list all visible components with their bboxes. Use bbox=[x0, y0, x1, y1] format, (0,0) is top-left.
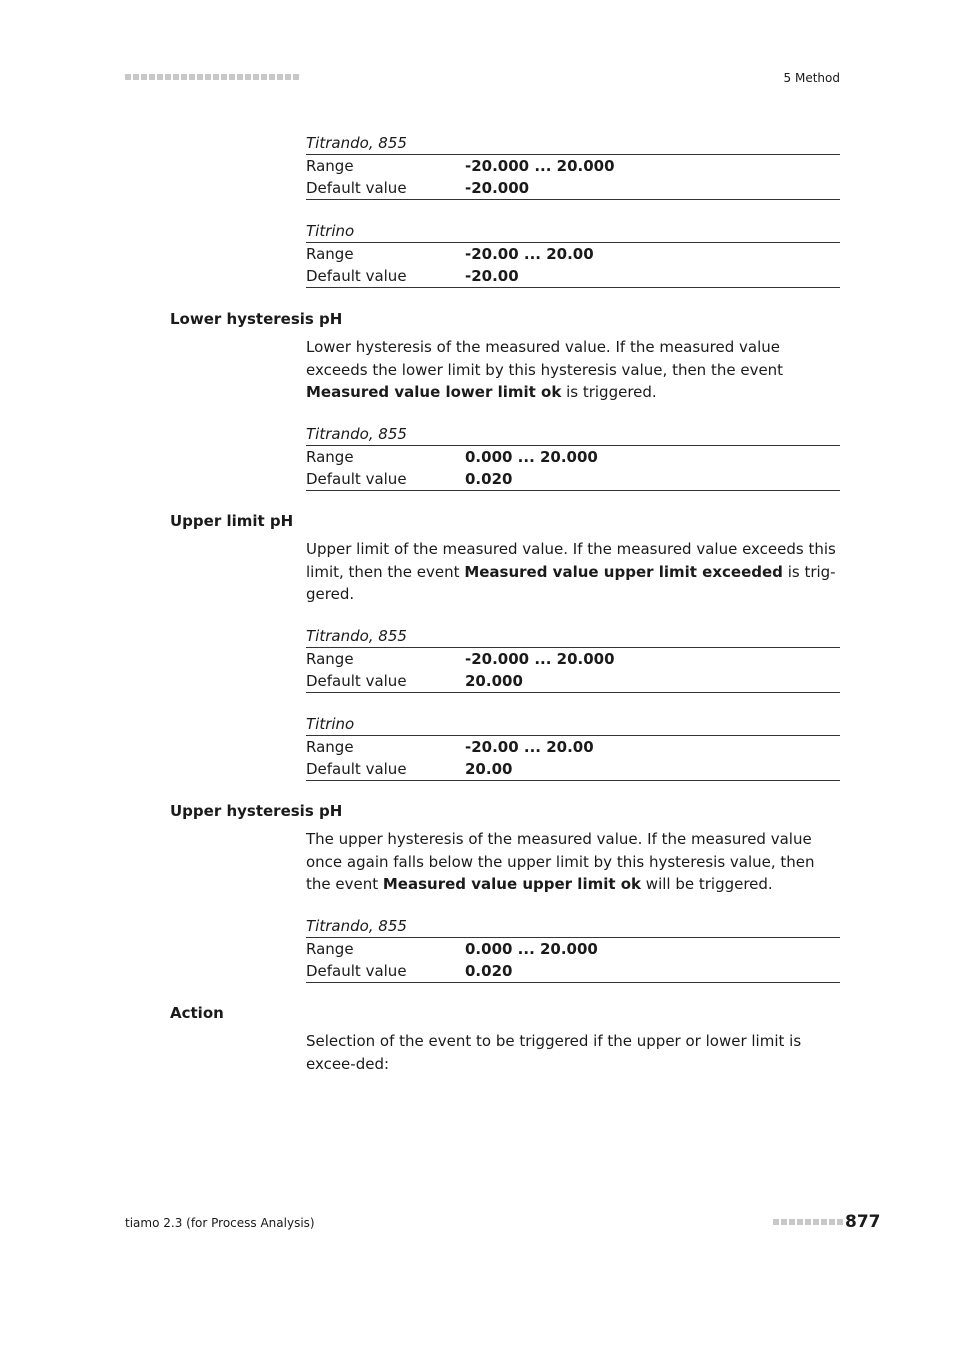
text: Upper limit of the measured value. If the measured value exceeds this limit, then the event bbox=[306, 540, 836, 581]
row-key: Range bbox=[306, 738, 354, 756]
header-decoration bbox=[125, 74, 299, 82]
section-text-lower-hysteresis bbox=[306, 336, 840, 404]
header-section: 5 Method bbox=[783, 71, 840, 85]
footer-product: tiamo 2.3 (for Process Analysis) bbox=[125, 1216, 315, 1230]
table-row bbox=[306, 155, 840, 177]
section-text-upper-limit bbox=[306, 538, 840, 606]
table-caption: Titrino bbox=[306, 713, 840, 736]
row-key: Range bbox=[306, 650, 354, 668]
table-caption: Titrando, 855 bbox=[306, 423, 840, 446]
row-value: -20.000 ... 20.000 bbox=[465, 650, 615, 668]
text: is trig-gered. bbox=[306, 562, 836, 603]
footer-decoration bbox=[773, 1219, 843, 1225]
param-table-titrando-3 bbox=[306, 625, 840, 693]
row-key: Default value bbox=[306, 962, 407, 980]
event-name: Measured value lower limit ok bbox=[306, 383, 562, 401]
row-key: Range bbox=[306, 157, 354, 175]
table-caption: Titrino bbox=[306, 220, 840, 243]
param-table-titrino-2 bbox=[306, 713, 840, 781]
table-row bbox=[306, 468, 840, 491]
row-value: -20.000 bbox=[465, 179, 530, 197]
table-caption: Titrando, 855 bbox=[306, 132, 840, 155]
text: will be triggered. bbox=[641, 875, 773, 893]
row-key: Range bbox=[306, 245, 354, 263]
text: Lower hysteresis of the measured value. If the measured value exceeds the lower limit by this hysteresis value, then the event bbox=[306, 338, 784, 379]
row-value: 0.000 ... 20.000 bbox=[465, 448, 598, 466]
section-title-upper-hysteresis: Upper hysteresis pH bbox=[170, 802, 343, 820]
row-key: Default value bbox=[306, 267, 407, 285]
row-value: 20.000 bbox=[465, 672, 523, 690]
event-name: Measured value upper limit ok bbox=[382, 875, 642, 893]
row-value: 0.020 bbox=[465, 962, 513, 980]
table-row bbox=[306, 670, 840, 693]
table-row bbox=[306, 243, 840, 265]
row-value: -20.000 ... 20.000 bbox=[465, 157, 615, 175]
table-caption: Titrando, 855 bbox=[306, 915, 840, 938]
row-value: -20.00 ... 20.00 bbox=[465, 245, 594, 263]
section-title-lower-hysteresis: Lower hysteresis pH bbox=[170, 310, 343, 328]
section-text-upper-hysteresis bbox=[306, 828, 840, 896]
param-table-titrando-4 bbox=[306, 915, 840, 983]
row-key: Default value bbox=[306, 760, 407, 778]
row-key: Default value bbox=[306, 179, 407, 197]
row-key: Default value bbox=[306, 672, 407, 690]
event-name: Measured value upper limit exceeded bbox=[464, 562, 783, 581]
param-table-titrino-1 bbox=[306, 220, 840, 288]
text: The upper hysteresis of the measured value. If the measured value once again falls below the upper limit by this hysteresis value, then the event bbox=[306, 830, 815, 893]
row-value: 0.000 ... 20.000 bbox=[465, 940, 598, 958]
table-row bbox=[306, 736, 840, 758]
table-row bbox=[306, 265, 840, 288]
table-row bbox=[306, 758, 840, 781]
table-caption: Titrando, 855 bbox=[306, 625, 840, 648]
row-value: -20.00 ... 20.00 bbox=[465, 738, 594, 756]
row-value: 0.020 bbox=[465, 470, 513, 488]
section-title-action: Action bbox=[170, 1004, 224, 1022]
row-key: Range bbox=[306, 940, 354, 958]
text: is triggered. bbox=[561, 383, 657, 401]
table-row bbox=[306, 938, 840, 960]
row-key: Range bbox=[306, 448, 354, 466]
row-value: -20.00 bbox=[465, 267, 519, 285]
section-text-action: Selection of the event to be triggered if the upper or lower limit is excee-ded: bbox=[306, 1032, 802, 1073]
table-row bbox=[306, 960, 840, 983]
table-row bbox=[306, 177, 840, 200]
param-table-titrando-1 bbox=[306, 132, 840, 200]
row-key: Default value bbox=[306, 470, 407, 488]
table-row bbox=[306, 648, 840, 670]
table-row bbox=[306, 446, 840, 468]
param-table-titrando-2 bbox=[306, 423, 840, 491]
page-number: 877 bbox=[845, 1212, 881, 1232]
row-value: 20.00 bbox=[465, 760, 513, 778]
section-title-upper-limit: Upper limit pH bbox=[170, 512, 294, 530]
